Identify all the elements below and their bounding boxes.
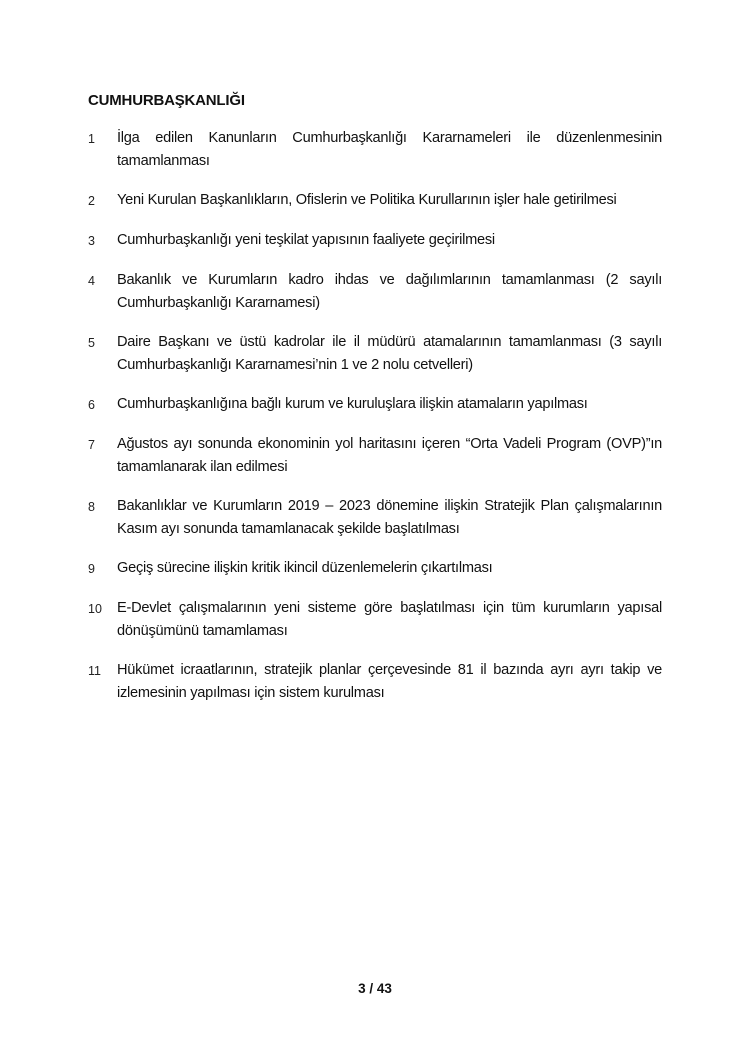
list-item (88, 659, 662, 705)
list-item (88, 127, 662, 173)
item-text: Yeni Kurulan Başkanlıkların, Ofislerin ve Politika Kurullarının işler hale getirilmesi (117, 192, 617, 208)
list-item (88, 393, 662, 417)
list-item (88, 189, 662, 213)
action-item-list (88, 127, 662, 721)
section-heading: CUMHURBAŞKANLIĞI (88, 92, 245, 109)
list-item (88, 433, 662, 479)
item-text: Bakanlıklar ve Kurumların 2019 – 2023 dönemine ilişkin Stratejik Plan çalışmalarının Kasım ayı sonunda tamamlanacak şekilde başlatılması (117, 498, 662, 537)
item-number: 5 (88, 336, 95, 350)
item-number: 8 (88, 500, 95, 514)
item-text: Daire Başkanı ve üstü kadrolar ile il müdürü atamalarının tamamlanması (3 sayılı Cumhurbaşkanlığı Kararnamesi’nin 1 ve 2 nolu cetvelleri) (117, 334, 662, 373)
item-text: E-Devlet çalışmalarının yeni sisteme göre başlatılması için tüm kurumların yapısal dönüşümünü tamamlaması (117, 600, 662, 639)
item-number: 2 (88, 194, 95, 208)
item-number: 11 (88, 664, 101, 678)
item-text: Cumhurbaşkanlığına bağlı kurum ve kuruluşlara ilişkin atamaların yapılması (117, 396, 588, 412)
item-number: 4 (88, 274, 95, 288)
item-number: 6 (88, 398, 95, 412)
page-number: 3 / 43 (358, 981, 392, 996)
item-text: İlga edilen Kanunların Cumhurbaşkanlığı Kararnameleri ile düzenlenmesinin tamamlanması (117, 130, 662, 169)
item-text: Ağustos ayı sonunda ekonominin yol haritasını içeren “Orta Vadeli Program (OVP)”ın tamamlanarak ilan edilmesi (117, 436, 662, 475)
item-text: Geçiş sürecine ilişkin kritik ikincil düzenlemelerin çıkartılması (117, 560, 493, 576)
item-text: Hükümet icraatlarının, stratejik planlar çerçevesinde 81 il bazında ayrı ayrı takip ve izlemesinin yapılması için sistem kurulması (117, 662, 662, 701)
list-item (88, 495, 662, 541)
item-text: Cumhurbaşkanlığı yeni teşkilat yapısının faaliyete geçirilmesi (117, 232, 495, 248)
list-item (88, 229, 662, 253)
list-item (88, 269, 662, 315)
item-number: 10 (88, 602, 102, 616)
list-item (88, 597, 662, 643)
item-number: 9 (88, 562, 95, 576)
item-text: Bakanlık ve Kurumların kadro ihdas ve dağılımlarının tamamlanması (2 sayılı Cumhurbaşkanlığı Kararnamesi) (117, 272, 662, 311)
list-item (88, 557, 662, 581)
item-number: 3 (88, 234, 95, 248)
list-item (88, 331, 662, 377)
item-number: 7 (88, 438, 95, 452)
item-number: 1 (88, 132, 95, 146)
